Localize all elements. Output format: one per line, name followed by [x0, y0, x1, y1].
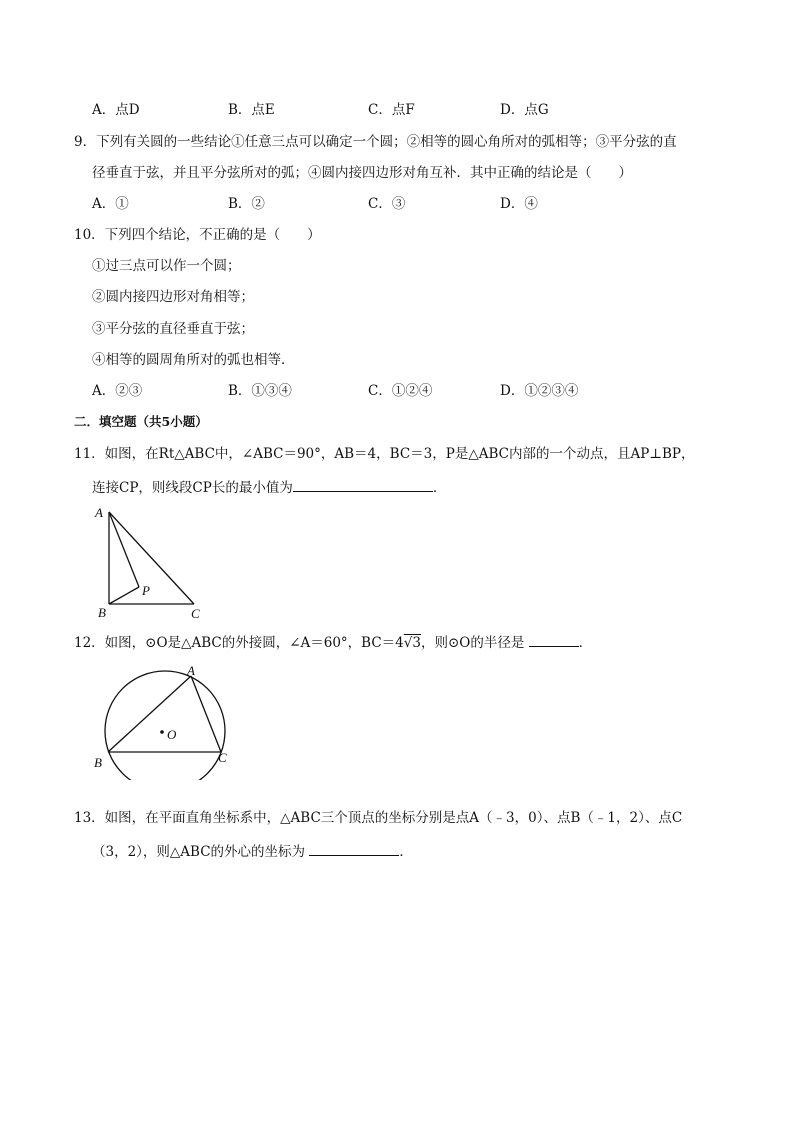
- q9-stem-line2: 径垂直于弦，并且平分弦所对的弧；④圆内接四边形对角互补．其中正确的结论是（ ）: [92, 165, 632, 181]
- section-heading-fill-in: 二．填空题（共5小题）: [74, 414, 208, 429]
- q12-sqrt: √3: [403, 635, 421, 651]
- q12-end: ．: [578, 635, 593, 651]
- q8-option-c: C．点F: [368, 102, 415, 118]
- q11-end: ．: [432, 480, 447, 496]
- q10-option-b: B．①③④: [228, 383, 292, 399]
- q10-item-3: ③平分弦的直径垂直于弦；: [92, 321, 254, 337]
- q11-label-p: P: [142, 583, 150, 598]
- q12-label-c: C: [218, 750, 227, 765]
- q10-option-a: A．②③: [92, 383, 143, 399]
- q10-item-2: ②圆内接四边形对角相等；: [92, 289, 254, 305]
- q8-option-a: A．点D: [92, 102, 140, 118]
- q10-item-4: ④相等的圆周角所对的弧也相等．: [92, 352, 295, 368]
- q12-text: 12．如图，⊙O是△ABC的外接圆，∠A＝60°，BC＝4: [74, 635, 404, 651]
- q12-stem: [74, 633, 592, 652]
- q11-stem-line2: [92, 478, 446, 497]
- q12-text2: ，则⊙O的半径是: [420, 635, 525, 651]
- q8-option-b: B．点E: [228, 102, 275, 118]
- q9-stem-line1: 9．下列有关圆的一些结论①任意三点可以确定一个圆；②相等的圆心角所对的弧相等；③平分弦的直: [74, 134, 677, 150]
- q9-option-d: D．④: [500, 196, 538, 212]
- q11-label-b: B: [98, 605, 106, 620]
- q10-stem: 10．下列四个结论，不正确的是（ ）: [74, 227, 321, 243]
- q11-answer-blank[interactable]: [293, 478, 433, 492]
- q13-stem-line2: [92, 842, 413, 861]
- q12-answer-blank[interactable]: [529, 633, 579, 647]
- q9-option-b: B．②: [228, 196, 265, 212]
- q9-option-a: A．①: [92, 196, 129, 212]
- q10-item-1: ①过三点可以作一个圆；: [92, 258, 241, 274]
- q11-text: 连接CP，则线段CP长的最小值为: [92, 480, 293, 496]
- q8-option-d: D．点G: [500, 102, 549, 118]
- q11-label-a: A: [95, 505, 103, 520]
- q9-options: [92, 195, 732, 213]
- q10-option-d: D．①②③④: [500, 383, 579, 399]
- q13-stem-line1: 13．如图，在平面直角坐标系中，△ABC三个顶点的坐标分别是点A（﹣3，0）、点B（﹣1，2）、点C: [74, 810, 683, 826]
- q9-option-c: C．③: [368, 196, 406, 212]
- q13-text: （3，2），则△ABC的外心的坐标为: [92, 844, 306, 860]
- q11-label-c: C: [191, 606, 200, 621]
- q13-end: ．: [399, 844, 413, 860]
- q12-label-b: B: [94, 755, 102, 770]
- q11-triangle-figure: [88, 500, 218, 625]
- q10-options: [92, 382, 732, 400]
- q8-options: [92, 101, 732, 119]
- q12-label-o: O: [167, 727, 177, 742]
- q11-stem-line1: 11．如图，在Rt△ABC中，∠ABC＝90°，AB＝4，BC＝3，P是△ABC内部的一个动点，且AP⊥BP，: [74, 446, 695, 462]
- q12-label-a: A: [187, 663, 195, 678]
- q12-circle-figure: [88, 660, 238, 780]
- q10-option-c: C．①②④: [368, 383, 433, 399]
- q13-answer-blank[interactable]: [309, 842, 399, 856]
